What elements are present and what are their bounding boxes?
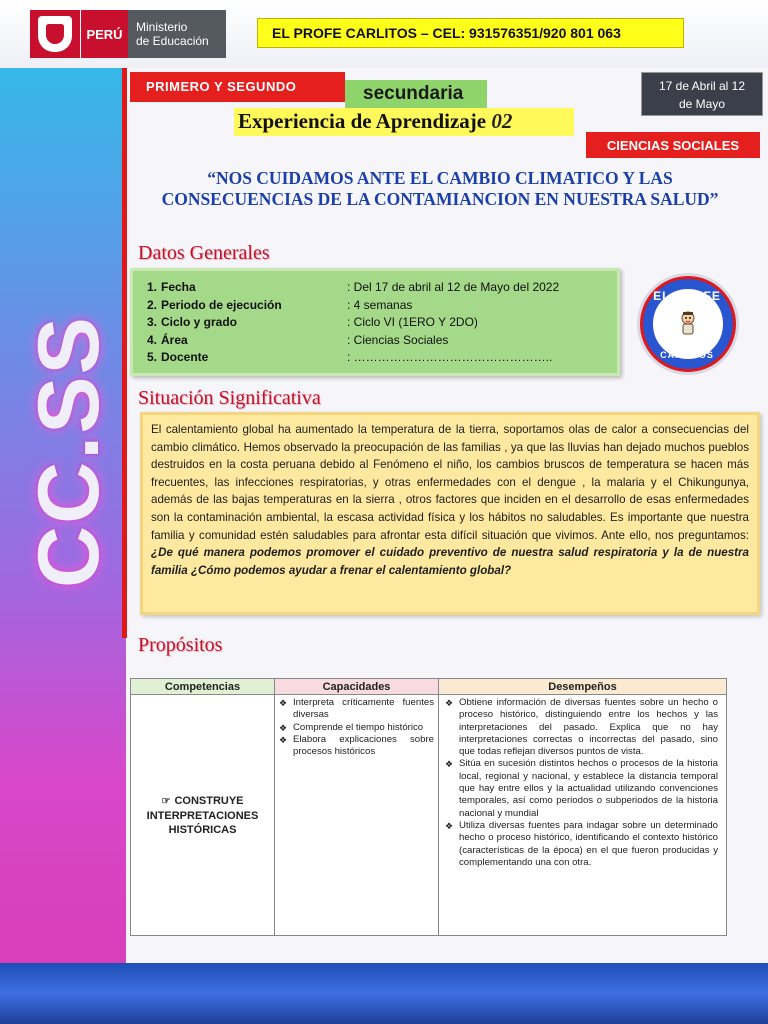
diamond-bullet-icon: ❖ xyxy=(279,698,288,708)
list-item xyxy=(279,697,434,722)
datos-row-value: : 4 semanas xyxy=(347,297,413,312)
diamond-bullet-icon: ❖ xyxy=(445,698,454,708)
list-item xyxy=(279,722,434,734)
datos-row-num: 1. xyxy=(147,280,158,294)
competencia-text: CONSTRUYE INTERPRETACIONES HISTÓRICAS xyxy=(146,794,259,836)
capacidad-text: Interpreta críticamente fuentes diversas xyxy=(293,697,434,721)
divider-rule xyxy=(122,68,127,638)
date-range-box xyxy=(641,72,763,116)
date-range-line-1: 17 de Abril al 12 xyxy=(658,79,746,93)
date-range-line-2: de Mayo xyxy=(678,97,726,111)
badge-text-bottom: CARLITOS xyxy=(660,350,714,360)
minedu-logo xyxy=(30,10,226,58)
ministry-line-2: de Educación xyxy=(136,34,209,48)
list-item xyxy=(445,820,718,869)
list-item xyxy=(445,697,718,758)
datos-row-value: : Ciencias Sociales xyxy=(347,332,449,347)
diamond-bullet-icon: ❖ xyxy=(445,759,454,770)
diamond-bullet-icon: ❖ xyxy=(445,820,454,831)
datos-row-label: Periodo de ejecución xyxy=(161,297,282,312)
datos-row-label: Área xyxy=(161,332,188,347)
pointer-hand-icon: ☞ xyxy=(161,795,171,807)
propositos-heading: Propósitos xyxy=(138,634,223,656)
datos-row-label: Docente xyxy=(161,350,209,365)
datos-generales-heading: Datos Generales xyxy=(138,242,270,264)
situacion-box xyxy=(140,412,760,615)
ministry-label xyxy=(128,10,226,58)
footer-band xyxy=(0,963,768,1024)
table-header-row xyxy=(131,679,727,695)
sidebar-decoration xyxy=(0,68,126,963)
situacion-heading: Situación Significativa xyxy=(138,387,321,409)
situacion-body: El calentamiento global ha aumentado la temperatura de la tierra, soportamos olas de calor a consecuencias del cambio climático. Hemos observado la preocupación de las familias , ya que las lluvias han dejado muchos pueblos destruidos en la costa peruana debido al Fenómeno el niño, los cambios bruscos de temperatura se hacen más frecuentes, las infecciones respiratorias, y otras enfermedades con el dengue , la malaria y el Chikungunya, además de las bajas temperaturas en la sierra , otros factores que inciden en el desarrollo de esas enfermedades son la contaminación ambiental, la escasa actividad física y los hábitos no saludables. Es importante que nuestra familia y comunidad estén saludables para afrontar esta difícil situación que vivimos. Ante ello, nos preguntamos: xyxy=(151,423,749,542)
datos-row-num: 3. xyxy=(147,315,158,330)
header-bar xyxy=(0,0,768,68)
level-label: secundaria xyxy=(345,80,487,108)
propositos-table xyxy=(130,678,727,936)
datos-row-label: Fecha xyxy=(161,280,196,294)
grade-label: PRIMERO Y SEGUNDO xyxy=(130,72,345,102)
table-row xyxy=(131,695,727,936)
situacion-question: ¿De qué manera podemos promover el cuidado preventivo de nuestra salud respiratoria y la de nuestra familia ¿Cómo podemos ayudar a frenar el calentamiento global? xyxy=(151,546,749,577)
ministry-line-1: Ministerio xyxy=(136,20,188,34)
column-header: Competencias xyxy=(131,679,275,695)
datos-row-num: 2. xyxy=(147,297,158,312)
datos-row xyxy=(147,332,617,350)
desempeno-text: Obtiene información de diversas fuentes sobre un hecho o proceso histórico, distinguiendo entre los hechos y las interpretaciones del pasado. Explica que no hay interpretaciones correctas o incorrectas del pasado, sino que todas reflejan diversos puntos de vista. xyxy=(459,697,718,758)
teacher-cartoon-icon xyxy=(677,310,699,336)
contact-banner: EL PROFE CARLITOS – CEL: 931576351/920 801 063 xyxy=(257,18,684,48)
datos-row-value: : Del 17 de abril al 12 de Mayo del 2022 xyxy=(347,280,560,294)
country-label: PERÚ xyxy=(80,10,128,58)
experience-title-text: Experiencia de Aprendizaje xyxy=(238,109,487,133)
competencia-cell xyxy=(131,695,275,936)
page-title: “NOS CUIDAMOS ANTE EL CAMBIO CLIMATICO Y LAS CONSECUENCIAS DE LA CONTAMIANCION EN NUESTRA SALUD” xyxy=(161,168,719,209)
area-tag: CIENCIAS SOCIALES xyxy=(586,132,760,158)
datos-row-num: 5. xyxy=(147,350,158,365)
capacidad-text: Comprende el tiempo histórico xyxy=(293,721,424,733)
column-header: Capacidades xyxy=(275,679,439,695)
experience-number: 02 xyxy=(491,109,513,133)
datos-row xyxy=(147,349,617,367)
capacidad-text: Elabora explicaciones sobre procesos históricos xyxy=(293,733,434,758)
situacion-text xyxy=(151,421,749,579)
datos-row-value: : Ciclo VI (1ERO Y 2DO) xyxy=(347,315,478,330)
desempenos-cell xyxy=(439,695,727,936)
desempeno-text: Sitúa en sucesión distintos hechos o procesos de la historia local, regional y nacional, y establece la distancia temporal que hay entre ellos y la actualidad utilizando convenciones temporales, así como periodos o subperiodos de la historia nacional y mundial xyxy=(459,758,718,819)
list-item xyxy=(279,734,434,759)
diamond-bullet-icon: ❖ xyxy=(279,722,288,733)
sidebar-label: CC.SS xyxy=(21,315,117,588)
diamond-bullet-icon: ❖ xyxy=(279,734,288,745)
column-header: Desempeños xyxy=(439,679,727,695)
datos-row xyxy=(147,297,617,315)
coat-of-arms-icon xyxy=(30,10,80,58)
datos-row-label: Ciclo y grado xyxy=(161,315,238,330)
desempeno-text: Utiliza diversas fuentes para indagar sobre un determinado hecho o proceso histórico, identificando el contexto histórico (características de la época) en el que fueron producidas y complementando una con otra. xyxy=(459,819,718,868)
datos-generales-box xyxy=(130,268,620,376)
badge-text-top: EL PROFE xyxy=(653,289,721,303)
datos-row xyxy=(147,279,617,297)
list-item xyxy=(445,758,718,819)
datos-row-num: 4. xyxy=(147,332,158,347)
capacidades-cell xyxy=(275,695,439,936)
datos-row-value: : ………………………………………….. xyxy=(347,350,553,365)
datos-row xyxy=(147,314,617,332)
experience-title xyxy=(234,108,574,136)
